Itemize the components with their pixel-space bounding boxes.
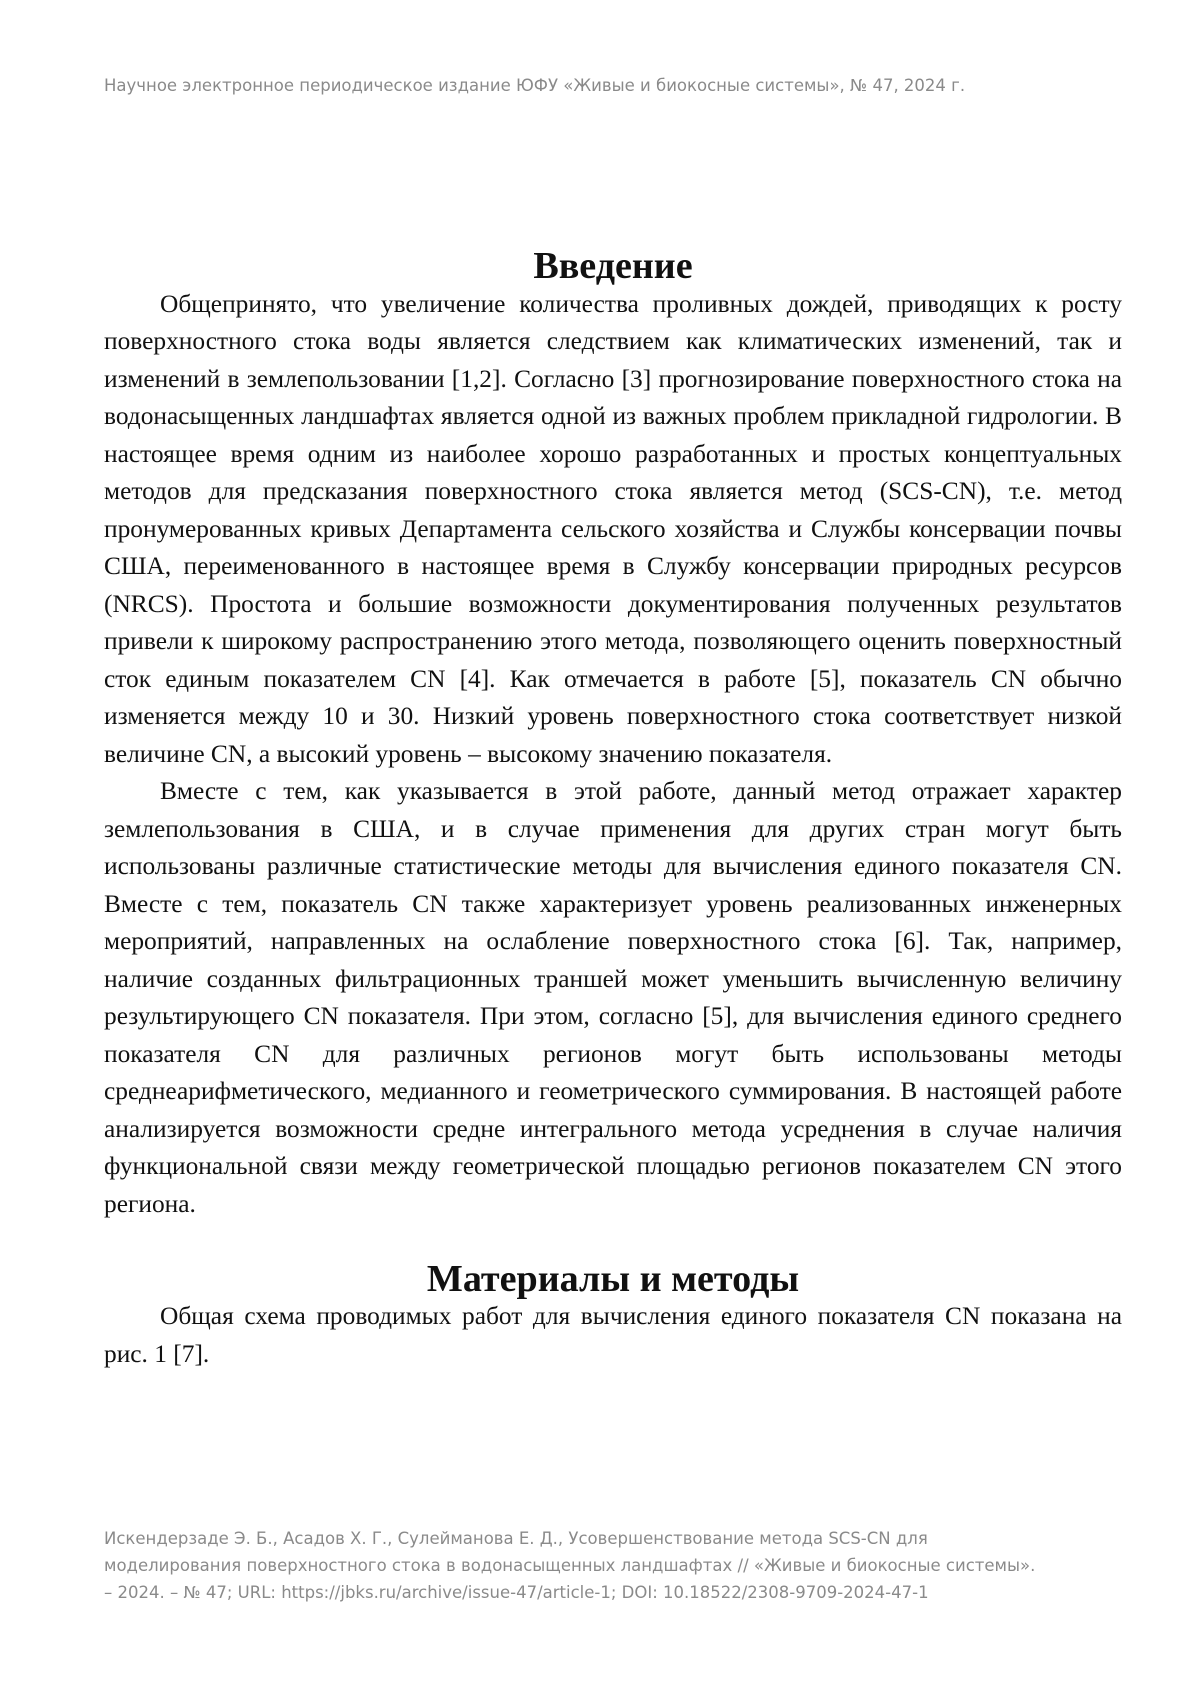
paragraph: Общая схема проводимых работ для вычисления единого показателя CN показана на рис. 1 [7]. — [104, 1302, 1122, 1368]
citation-line: моделирования поверхностного стока в водонасыщенных ландшафтах // «Живые и биокосные системы». — [104, 1556, 1036, 1575]
citation-line: – 2024. – № 47; URL: https://jbks.ru/archive/issue-47/article-1; DOI: 10.18522/2308-9709-2024-47-1 — [104, 1583, 929, 1602]
section-title-materials-methods: Материалы и методы — [426, 1257, 800, 1300]
section-title-introduction: Введение — [533, 245, 693, 287]
section-spacer — [104, 1223, 1122, 1261]
citation-footer — [104, 1525, 1114, 1606]
article-body — [104, 245, 1122, 1373]
paragraph: Общепринято, что увеличение количества проливных дождей, приводящих к росту поверхностного стока воды является следствием как климатических изменений, так и изменений в землепользовании [1,2]. Согласно [3] прогнозирование поверхностного стока на водонасыщенных ландшафтах является одной из важных проблем прикладной гидрологии. В настоящее время одним из наиболее хорошо разработанных и простых концептуальных методов для предсказания поверхностного стока является метод (SCS-CN), т.е. метод пронумерованных кривых Департамента сельского хозяйства и Службы консервации почвы США, переименованного в настоящее время в Службу консервации природных ресурсов (NRCS). Простота и большие возможности документирования полученных результатов привели к широкому распространению этого метода, позволяющего оценить поверхностный сток единым показателем CN [4]. Как отмечается в работе [5], показатель CN обычно изменяется между 10 и 30. Низкий уровень поверхностного стока соответствует низкой величине CN, а высокий уровень – высокому значению показателя. — [104, 289, 1122, 768]
citation-line: Искендерзаде Э. Б., Асадов Х. Г., Сулейманова Е. Д., Усовершенствование метода SCS-CN для — [104, 1529, 928, 1548]
journal-running-header: Научное электронное периодическое издание ЮФУ «Живые и биокосные системы», № 47, 2024 г. — [104, 76, 966, 95]
paragraph: Вместе с тем, как указывается в этой работе, данный метод отражает характер землепользования в США, и в случае применения для других стран могут быть использованы различные статистические методы для вычисления единого показателя CN. Вместе с тем, показатель CN также характеризует уровень реализованных инженерных мероприятий, направленных на ослабление поверхностного стока [6]. Так, например, наличие созданных фильтрационных траншей может уменьшить вычисленную величину результирующего CN показателя. При этом, согласно [5], для вычисления единого среднего показателя CN для различных регионов могут быть использованы методы среднеарифметического, медианного и геометрического суммирования. В настоящей работе анализируется возможности средне интегрального метода усреднения в случае наличия функциональной связи между геометрической площадью регионов показателем CN этого региона. — [104, 777, 1122, 1218]
